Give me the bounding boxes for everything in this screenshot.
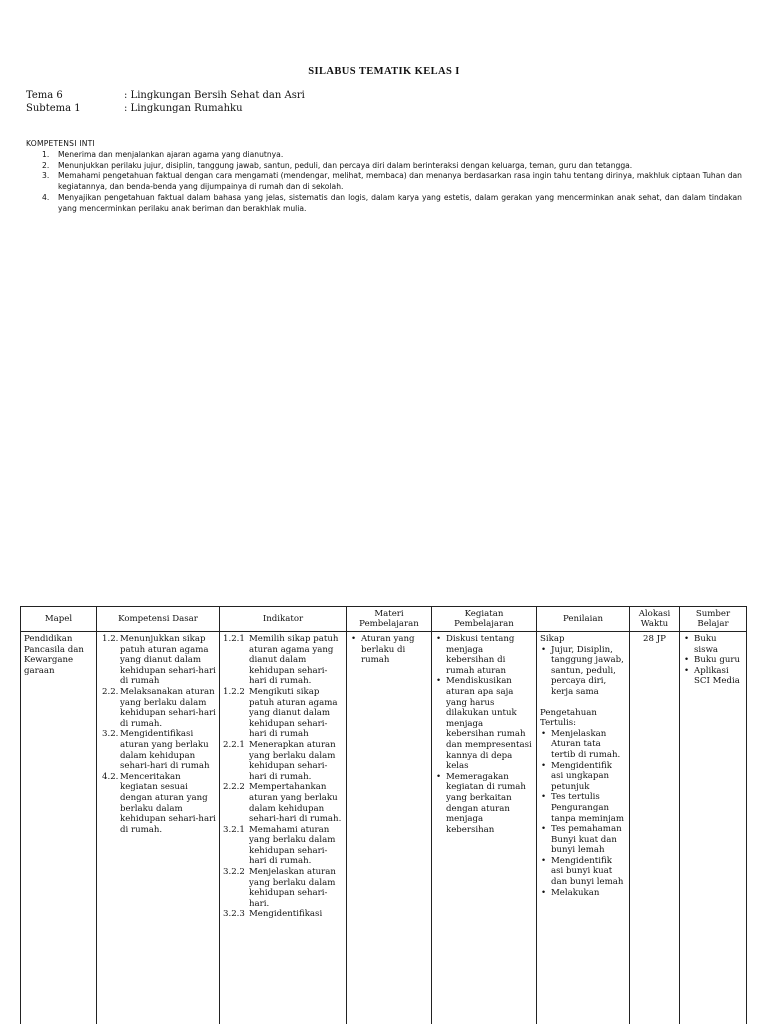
sumber-item: • Buku guru (683, 655, 743, 666)
indikator-item (223, 782, 343, 824)
header-sumber: Sumber Belajar (680, 607, 747, 632)
kd-item (100, 772, 216, 836)
table-row (21, 632, 747, 1024)
indikator-text: Memilih sikap patuh aturan agama yang dianut dalam kehidupan sehari-hari di rumah. (249, 634, 339, 687)
meta-value-subtema: : Lingkungan Rumahku (124, 103, 243, 114)
indikator-item (223, 909, 343, 920)
kd-text: Menunjukkan sikap patuh aturan agama yang dianut dalam kehidupan sehari-hari di rumah (120, 634, 216, 687)
indikator-text: Mengikuti sikap patuh aturan agama yang dianut dalam kehidupan sehari-hari di rumah (249, 686, 338, 740)
indikator-number: 2.2.2 (223, 782, 245, 793)
kompetensi-inti-item (26, 171, 742, 193)
table-header-row (21, 607, 747, 632)
penilaian-pengetahuan-item: • Tes tertulis Pengurangan tanpa meminjam (540, 792, 626, 824)
kd-number: 4.2. (102, 771, 119, 782)
meta-value-tema: : Lingkungan Bersih Sehat dan Asri (124, 90, 305, 101)
item-number: 1. (42, 149, 50, 159)
item-number: 3. (42, 171, 50, 181)
kd-item (100, 687, 216, 729)
kompetensi-inti-item (26, 150, 742, 161)
header-indikator: Indikator (220, 607, 347, 632)
meta-key-tema: Tema 6 (26, 90, 63, 101)
kompetensi-inti-item (26, 193, 742, 215)
header-kegiatan: Kegiatan Pembelajaran (432, 607, 537, 632)
indikator-text: Mengidentifikasi (249, 909, 323, 920)
header-kompetensi-dasar: Kompetensi Dasar (97, 607, 220, 632)
item-text: Menyajikan pengetahuan faktual dalam bahasa yang jelas, sistematis dan logis, dalam karya yang estetis, dalam gerakan yang mencerminkan anak sehat, dan dalam tindakan yang mencerminkan perilaku anak beriman dan berakhlak mulia. (58, 192, 742, 213)
syllabus-table (20, 606, 747, 1024)
penilaian-pengetahuan-item: • Menjelaskan Aturan tata tertib di rumah. (540, 729, 626, 761)
cell-penilaian (537, 632, 630, 1024)
kd-item (100, 729, 216, 771)
indikator-number: 1.2.1 (223, 634, 245, 644)
item-number: 4. (42, 192, 50, 202)
cell-alokasi (630, 632, 680, 1024)
header-materi: Materi Pembelajaran (347, 607, 432, 632)
header-alokasi: Alokasi Waktu (630, 607, 680, 632)
cell-kegiatan (432, 632, 537, 1024)
mapel-text: Pendidikan Pancasila dan Kewargane garaan (24, 634, 84, 676)
indikator-number: 2.2.1 (223, 739, 245, 750)
cell-indikator (220, 632, 347, 1024)
header-penilaian: Penilaian (537, 607, 630, 632)
meta-row-tema (26, 90, 426, 102)
document-title: SILABUS TEMATIK KELAS I (308, 66, 460, 77)
kd-number: 1.2. (102, 634, 119, 644)
penilaian-pengetahuan-item: • Mengidentifik asi bunyi kuat dan bunyi lemah (540, 856, 626, 888)
indikator-item (223, 740, 343, 782)
kd-number: 2.2. (102, 686, 119, 697)
header-mapel: Mapel (21, 607, 97, 632)
item-text: Menerima dan menjalankan ajaran agama yang dianutnya. (58, 149, 284, 159)
indikator-number: 3.2.1 (223, 824, 245, 835)
kd-text: Mengidentifikasi aturan yang berlaku dalam kehidupan sehari-hari di rumah (120, 729, 210, 772)
meta-key-subtema: Subtema 1 (26, 103, 81, 114)
indikator-text: Memahami aturan yang berlaku dalam kehidupan sehari- hari di rumah. (249, 824, 336, 867)
item-text: Memahami pengetahuan faktual dengan cara mengamati (mendengar, melihat, membaca) dan menanya berdasarkan rasa ingin tahu tentang dirinya, makhluk ciptaan Tuhan dan kegiatannya, dan benda-benda yang dijumpainya di rumah dan di sekolah. (58, 171, 742, 192)
penilaian-pengetahuan-item: • Tes pemahaman Bunyi kuat dan bunyi lemah (540, 824, 626, 856)
indikator-number: 3.2.2 (223, 867, 245, 878)
cell-sumber (680, 632, 747, 1024)
indikator-text: Menerapkan aturan yang berlaku dalam kehidupan sehari-hari di rumah. (249, 739, 336, 782)
kegiatan-item: • Mendiskusikan aturan apa saja yang harus dilakukan untuk menjaga kebersihan rumah dan mempresentasi kannya di depa kelas (435, 676, 533, 771)
kd-text: Menceritakan kegiatan sesuai dengan aturan yang berlaku dalam kehidupan sehari-hari di rumah. (120, 771, 216, 835)
item-text: Menunjukkan perilaku jujur, disiplin, tanggung jawab, santun, peduli, dan percaya diri dalam berinteraksi dengan keluarga, teman, guru dan tetangga. (58, 160, 633, 170)
kd-item (100, 634, 216, 687)
indikator-number: 1.2.2 (223, 686, 245, 697)
indikator-item (223, 867, 343, 909)
cell-mapel (21, 632, 97, 1024)
penilaian-pengetahuan-label: Pengetahuan Tertulis: (540, 707, 597, 729)
materi-item: • Aturan yang berlaku di rumah (350, 634, 428, 666)
indikator-item (223, 634, 343, 687)
kompetensi-inti-section (26, 139, 742, 215)
penilaian-sikap-item: • Jujur, Disiplin, tanggung jawab, santun, peduli, percaya diri, kerja sama (540, 645, 626, 698)
cell-materi (347, 632, 432, 1024)
penilaian-sikap-label: Sikap (540, 634, 565, 644)
kompetensi-inti-item (26, 161, 742, 172)
sumber-item: • Buku siswa (683, 634, 743, 655)
penilaian-pengetahuan-item: • Melakukan (540, 888, 626, 899)
penilaian-pengetahuan-item: • Mengidentifik asi ungkapan petunjuk (540, 761, 626, 793)
kd-text: Melaksanakan aturan yang berlaku dalam kehidupan sehari-hari di rumah. (120, 686, 216, 729)
indikator-item (223, 687, 343, 740)
indikator-item (223, 825, 343, 867)
meta-row-subtema (26, 103, 426, 115)
indikator-text: Mempertahankan aturan yang berlaku dalam kehidupan sehari-hari di rumah. (249, 782, 342, 825)
alokasi-value: 28 JP (643, 634, 666, 644)
indikator-text: Menjelaskan aturan yang berlaku dalam kehidupan sehari-hari. (249, 867, 336, 909)
kd-number: 3.2. (102, 729, 119, 740)
indikator-number: 3.2.3 (223, 909, 245, 920)
sumber-item: • Aplikasi SCI Media (683, 666, 743, 687)
kegiatan-item: • Memeragakan kegiatan di rumah yang berkaitan dengan aturan menjaga kebersihan (435, 772, 533, 836)
item-number: 2. (42, 160, 50, 170)
kegiatan-item: • Diskusi tentang menjaga kebersihan di rumah aturan (435, 634, 533, 676)
cell-kompetensi-dasar (97, 632, 220, 1024)
kompetensi-inti-heading: KOMPETENSI INTI (26, 139, 95, 148)
kompetensi-inti-list (26, 150, 742, 215)
